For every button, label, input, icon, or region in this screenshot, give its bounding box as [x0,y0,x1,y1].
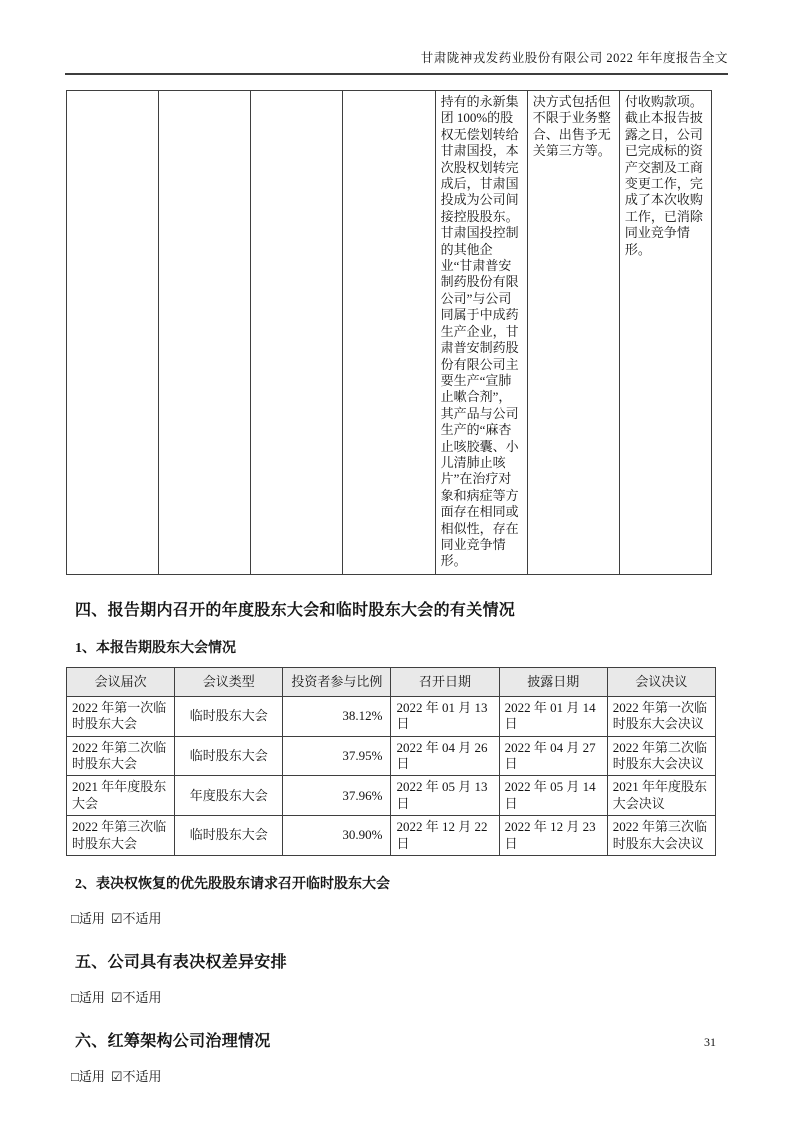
continuation-cell-7: 付收购款项。截止本报告披露之日，公司已完成标的资产交割及工商变更工作，完成了本次收购工作，已消除同业竞争情形。 [619,91,711,575]
continuation-table [66,90,712,575]
section-5-heading: 五、公司具有表决权差异安排 [75,954,287,972]
applicability-line [71,908,716,927]
column-header-participation: 投资者参与比例 [283,667,391,696]
not-applicable-checkbox-checked: ☑不适用 [110,1069,162,1085]
column-header-disclosure-date: 披露日期 [499,667,607,696]
continuation-cell-1 [67,91,159,575]
not-applicable-checkbox-checked: ☑不适用 [110,990,162,1006]
cell-type: 临时股东大会 [175,816,283,856]
continuation-cell-2 [159,91,251,575]
not-applicable-checkbox-checked: ☑不适用 [110,911,162,927]
subsection-2-heading: 2、表决权恢复的优先股股东请求召开临时股东大会 [75,877,390,893]
cell-resolution: 2022 年第二次临时股东大会决议 [607,736,715,776]
cell-participation: 37.96% [283,776,391,816]
cell-type: 临时股东大会 [175,696,283,736]
cell-resolution: 2021 年年度股东大会决议 [607,776,715,816]
cell-convene-date: 2022 年 05 月 13 日 [391,776,499,816]
column-header-type: 会议类型 [175,667,283,696]
section-6-heading: 六、红筹架构公司治理情况 [75,1033,271,1051]
applicability-line [71,1066,716,1085]
cell-session: 2022 年第一次临时股东大会 [67,696,175,736]
continuation-cell-6: 决方式包括但不限于业务整合、出售予无关第三方等。 [527,91,619,575]
table-row [67,736,716,776]
continuation-cell-5: 持有的永新集团 100%的股权无偿划转给甘肃国投，本次股权划转完成后，甘肃国投成为公司间接控股股东。甘肃国投控制的其他企业“甘肃普安制药股份有限公司”与公司同属于中成药生产企业，甘肃普安制药股份有限公司主要生产“宣肺止嗽合剂”，其产品与公司生产的“麻杏止咳胶囊、小儿清肺止咳片”在治疗对象和病症等方面存在相同或相似性，存在同业竞争情形。 [435,91,527,575]
applicable-checkbox-unchecked: □适用 [71,1069,105,1085]
meetings-table-header-row [67,667,716,696]
table-row [67,696,716,736]
cell-resolution: 2022 年第三次临时股东大会决议 [607,816,715,856]
table-row [67,91,712,575]
subsection-1-heading: 1、本报告期股东大会情况 [75,640,236,656]
cell-disclosure-date: 2022 年 12 月 23 日 [499,816,607,856]
cell-participation: 30.90% [283,816,391,856]
cell-resolution: 2022 年第一次临时股东大会决议 [607,696,715,736]
continuation-cell-4 [343,91,435,575]
meetings-table [66,667,716,856]
cell-type: 年度股东大会 [175,776,283,816]
cell-session: 2022 年第二次临时股东大会 [67,736,175,776]
cell-disclosure-date: 2022 年 04 月 27 日 [499,736,607,776]
column-header-resolution: 会议决议 [607,667,715,696]
table-row [67,776,716,816]
page-number: 31 [704,1035,716,1049]
cell-session: 2021 年年度股东大会 [67,776,175,816]
cell-participation: 37.95% [283,736,391,776]
applicable-checkbox-unchecked: □适用 [71,990,105,1006]
section-4-heading: 四、报告期内召开的年度股东大会和临时股东大会的有关情况 [75,601,516,619]
column-header-convene-date: 召开日期 [391,667,499,696]
cell-session: 2022 年第三次临时股东大会 [67,816,175,856]
cell-convene-date: 2022 年 01 月 13 日 [391,696,499,736]
page-header-title: 甘肃陇神戎发药业股份有限公司 2022 年年度报告全文 [65,48,728,75]
applicability-line [71,987,716,1006]
cell-disclosure-date: 2022 年 01 月 14 日 [499,696,607,736]
cell-convene-date: 2022 年 04 月 26 日 [391,736,499,776]
table-row [67,816,716,856]
cell-convene-date: 2022 年 12 月 22 日 [391,816,499,856]
cell-participation: 38.12% [283,696,391,736]
cell-disclosure-date: 2022 年 05 月 14 日 [499,776,607,816]
applicable-checkbox-unchecked: □适用 [71,911,105,927]
cell-type: 临时股东大会 [175,736,283,776]
page-content [66,90,716,1085]
continuation-cell-3 [251,91,343,575]
column-header-session: 会议届次 [67,667,175,696]
